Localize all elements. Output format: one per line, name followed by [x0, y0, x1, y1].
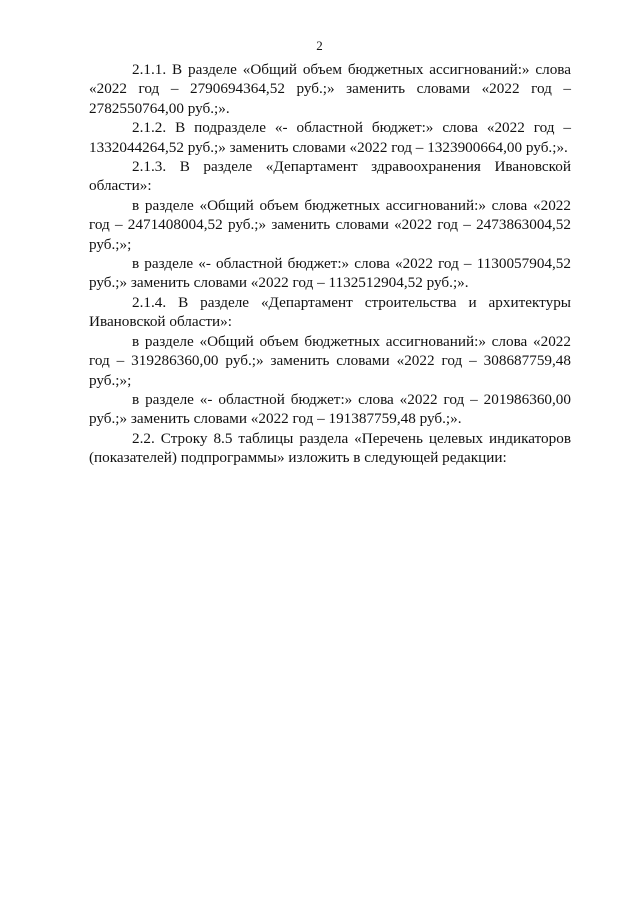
paragraph-2-1-1: 2.1.1. В разделе «Общий объем бюджетных ассигнований:» слова «2022 год – 2790694364,52 руб.;» заменить словами «2022 год – 2782550764,00 руб.;».	[89, 61, 571, 117]
document-body	[89, 60, 571, 468]
paragraph-2-1-3-regional-budget: в разделе «- областной бюджет:» слова «2022 год – 1130057904,52 руб.;» заменить словами «2022 год – 1132512904,52 руб.;».	[89, 255, 571, 292]
paragraph-2-1-2: 2.1.2. В подразделе «- областной бюджет:» слова «2022 год – 1332044264,52 руб.;» заменить словами «2022 год – 1323900664,00 руб.;».	[89, 119, 571, 156]
paragraph-2-1-3-total-allocations: в разделе «Общий объем бюджетных ассигнований:» слова «2022 год – 2471408004,52 руб.;» заменить словами «2022 год – 2473863004,52 руб.;»;	[89, 196, 571, 253]
paragraph-2-1-4-regional-budget: в разделе «- областной бюджет:» слова «2022 год – 201986360,00 руб.;» заменить словами «2022 год – 191387759,48 руб.;».	[89, 390, 571, 428]
paragraph-2-1-3: 2.1.3. В разделе «Департамент здравоохранения Ивановской области»:	[89, 158, 571, 195]
paragraph-2-1-4: 2.1.4. В разделе «Департамент строительства и архитектуры Ивановской области»:	[89, 293, 571, 331]
paragraph-2-1-4-total-allocations: в разделе «Общий объем бюджетных ассигнований:» слова «2022 год – 319286360,00 руб.;» заменить словами «2022 год – 308687759,48 руб.;»;	[89, 332, 571, 389]
paragraph-2-2: 2.2. Строку 8.5 таблицы раздела «Перечень целевых индикаторов (показателей) подпрограммы» изложить в следующей редакции:	[89, 429, 571, 467]
page-number: 2	[316, 38, 323, 53]
